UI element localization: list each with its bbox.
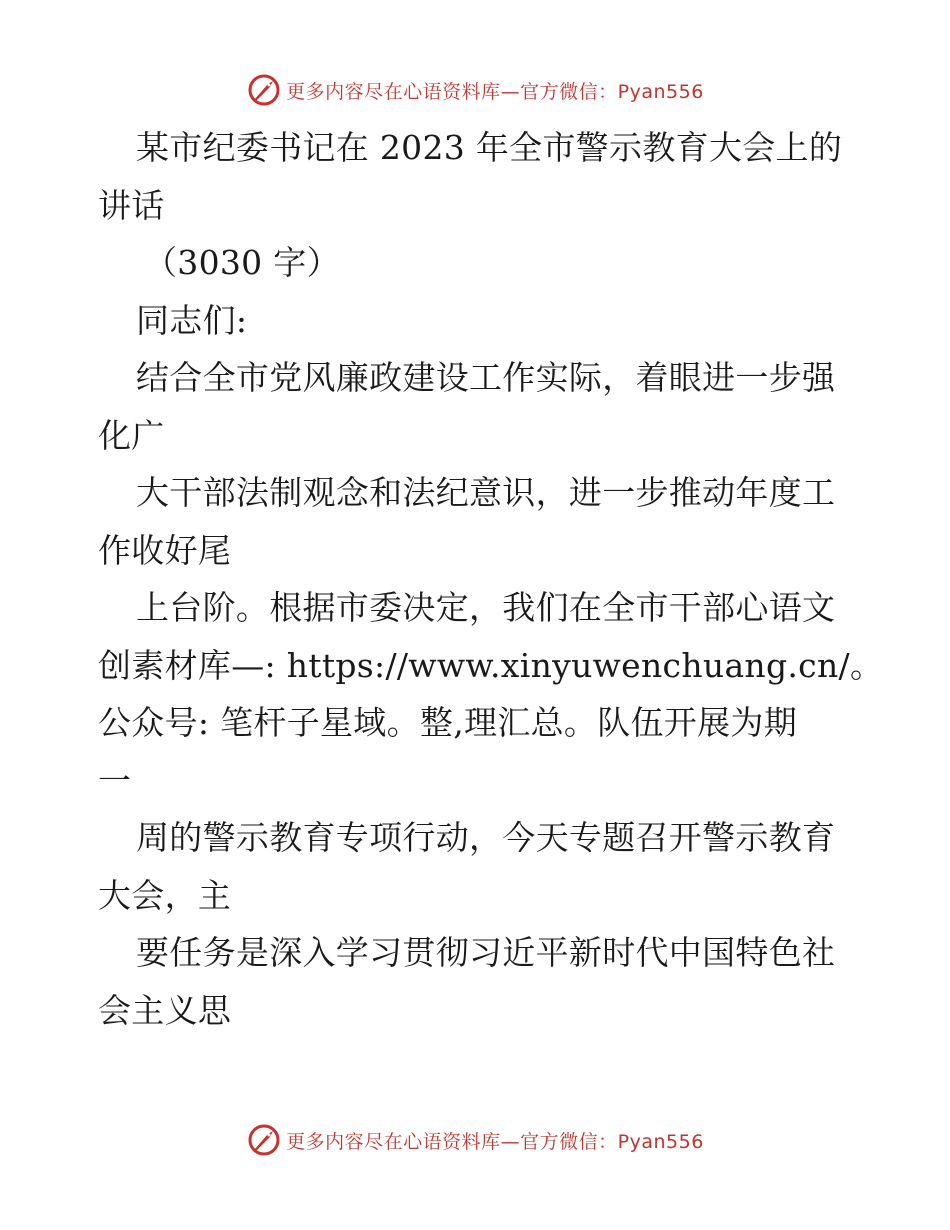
banner-text: 更多内容尽在心语资料库—官方微信：Pyan556 xyxy=(286,80,704,103)
text-line: 公众号: 笔杆子星域。整,理汇总。队伍开展为期 xyxy=(98,703,797,742)
pen-nib-logo-icon xyxy=(246,72,282,108)
text-line: 创素材库—: https://www.xinyuwenchuang.cn/。 xyxy=(98,645,884,685)
text-line: 会主义思 xyxy=(98,990,232,1030)
text-line: 上台阶。根据市委决定，我们在全市干部心语文 xyxy=(136,588,836,627)
header-watermark-banner xyxy=(0,68,950,112)
text-line: 作收好尾 xyxy=(98,530,232,570)
text-line: 大干部法制观念和法纪意识，进一步推动年度工 xyxy=(136,473,836,512)
banner-text: 更多内容尽在心语资料库—官方微信：Pyan556 xyxy=(286,1130,704,1153)
text-line: 化广 xyxy=(98,415,165,455)
text-line: 某市纪委书记在 2023 年全市警示教育大会上的 xyxy=(136,128,843,167)
wechat-id: Pyan556 xyxy=(617,1130,704,1153)
text-line: 结合全市党风廉政建设工作实际，着眼进一步强 xyxy=(136,358,836,397)
footer-watermark-banner xyxy=(0,1118,950,1162)
text-line: 同志们: xyxy=(136,300,248,340)
text-line: （3030 字） xyxy=(144,243,340,282)
text-line: 周的警示教育专项行动，今天专题召开警示教育 xyxy=(136,818,836,857)
wechat-id: Pyan556 xyxy=(617,80,704,103)
text-line: 大会，主 xyxy=(98,875,232,915)
text-line: 要任务是深入学习贯彻习近平新时代中国特色社 xyxy=(136,933,836,972)
document-body xyxy=(98,119,884,1039)
text-line: 一 xyxy=(98,760,132,800)
text-line: 讲话 xyxy=(98,185,165,225)
pen-nib-logo-icon xyxy=(246,1122,282,1158)
